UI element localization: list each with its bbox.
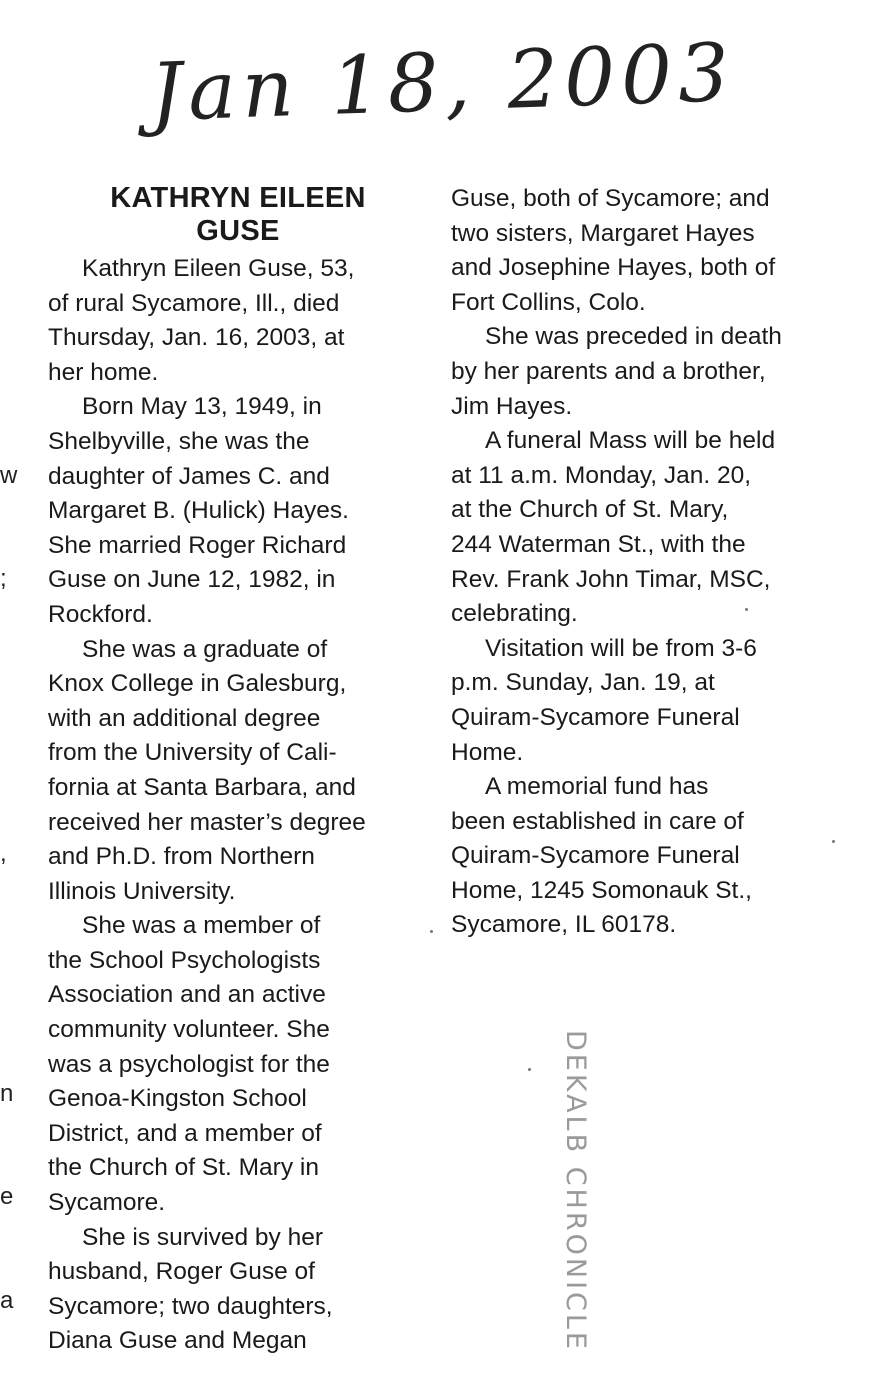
text-line: Knox College in Galesburg,	[48, 670, 347, 698]
text-line: Visitation will be from 3-6	[485, 634, 757, 662]
text-line: the Church of St. Mary in	[48, 1154, 319, 1182]
text-line: by her parents and a brother,	[451, 357, 766, 385]
print-speck	[528, 1068, 531, 1071]
text-line: Kathryn Eileen Guse, 53,	[82, 255, 355, 282]
text-line: community volunteer. She	[48, 1016, 330, 1044]
text-line: She was a graduate of	[82, 635, 328, 663]
edge-fragment: a	[0, 1287, 14, 1314]
edge-fragment: e	[0, 1183, 14, 1210]
text-line: She married Roger Richard	[48, 531, 347, 559]
edge-fragment: n	[0, 1080, 14, 1107]
text-line: p.m. Sunday, Jan. 19, at	[451, 669, 715, 697]
text-line: Home.	[451, 738, 524, 766]
text-line: Jim Hayes.	[451, 392, 573, 420]
text-line: at 11 a.m. Monday, Jan. 20,	[451, 461, 752, 489]
text-line: from the University of Cali-	[48, 739, 337, 767]
text-line: Quiram-Sycamore Funeral	[451, 842, 740, 870]
text-line: was a psychologist for the	[48, 1050, 330, 1078]
text-line: Rockford.	[48, 600, 153, 628]
text-line: She was preceded in death	[485, 323, 782, 351]
right-column-body	[451, 182, 831, 943]
print-speck	[430, 930, 433, 933]
text-line: and Josephine Hayes, both of	[451, 254, 776, 282]
text-line: Sycamore.	[48, 1189, 166, 1217]
text-line: husband, Roger Guse of	[48, 1258, 315, 1286]
text-line: A funeral Mass will be held	[485, 427, 776, 455]
text-line: two sisters, Margaret Hayes	[451, 219, 755, 247]
edge-fragment: ;	[0, 565, 7, 592]
text-line: Margaret B. (Hulick) Hayes.	[48, 497, 349, 525]
newspaper-stamp: DEKALB CHRONICLE	[560, 1030, 591, 1352]
text-line: Sycamore, IL 60178.	[451, 911, 677, 939]
text-line: Home, 1245 Somonauk St.,	[451, 876, 752, 904]
text-line: Rev. Frank John Timar, MSC,	[451, 565, 771, 593]
text-line: Guse on June 12, 1982, in	[48, 566, 336, 594]
text-line: of rural Sycamore, Ill., died	[48, 289, 340, 317]
text-line: Sycamore; two daughters,	[48, 1292, 333, 1320]
text-line: Shelbyville, she was the	[48, 427, 310, 455]
text-line: fornia at Santa Barbara, and	[48, 773, 356, 801]
text-line: Guse, both of Sycamore; and	[451, 185, 770, 212]
text-line: and Ph.D. from Northern	[48, 843, 315, 871]
text-line: been established in care of	[451, 807, 744, 835]
headline-line-2: GUSE	[196, 215, 280, 247]
left-column	[48, 182, 428, 1359]
edge-fragment: w	[0, 462, 18, 489]
headline-line-1: KATHRYN EILEEN	[110, 182, 366, 214]
text-line: celebrating.	[451, 600, 578, 628]
text-line: Born May 13, 1949, in	[82, 393, 322, 421]
text-line: Fort Collins, Colo.	[451, 288, 646, 316]
text-line: Thursday, Jan. 16, 2003, at	[48, 324, 345, 352]
right-column	[451, 182, 831, 943]
text-line: Quiram-Sycamore Funeral	[451, 703, 740, 731]
text-line: Association and an active	[48, 981, 326, 1009]
text-line: Genoa-Kingston School	[48, 1085, 307, 1113]
print-speck	[832, 840, 835, 843]
text-line: the School Psychologists	[48, 946, 321, 974]
edge-fragment: ,	[0, 840, 7, 867]
handwritten-date: Jan 18, 2003	[148, 25, 737, 140]
text-line: received her master’s degree	[48, 808, 366, 836]
text-line: 244 Waterman St., with the	[451, 530, 746, 558]
text-line: daughter of James C. and	[48, 462, 330, 490]
text-line: her home.	[48, 358, 159, 386]
text-line: She was a member of	[82, 912, 321, 940]
text-line: with an additional degree	[48, 704, 321, 732]
text-line: She is survived by her	[82, 1223, 324, 1251]
text-line: Diana Guse and Megan	[48, 1327, 307, 1355]
left-column-body	[48, 252, 428, 1359]
print-speck	[745, 608, 748, 611]
text-line: A memorial fund has	[485, 773, 709, 801]
text-line: Illinois University.	[48, 877, 236, 905]
text-line: at the Church of St. Mary,	[451, 496, 729, 524]
obituary-headline	[48, 182, 428, 248]
text-line: District, and a member of	[48, 1119, 322, 1147]
